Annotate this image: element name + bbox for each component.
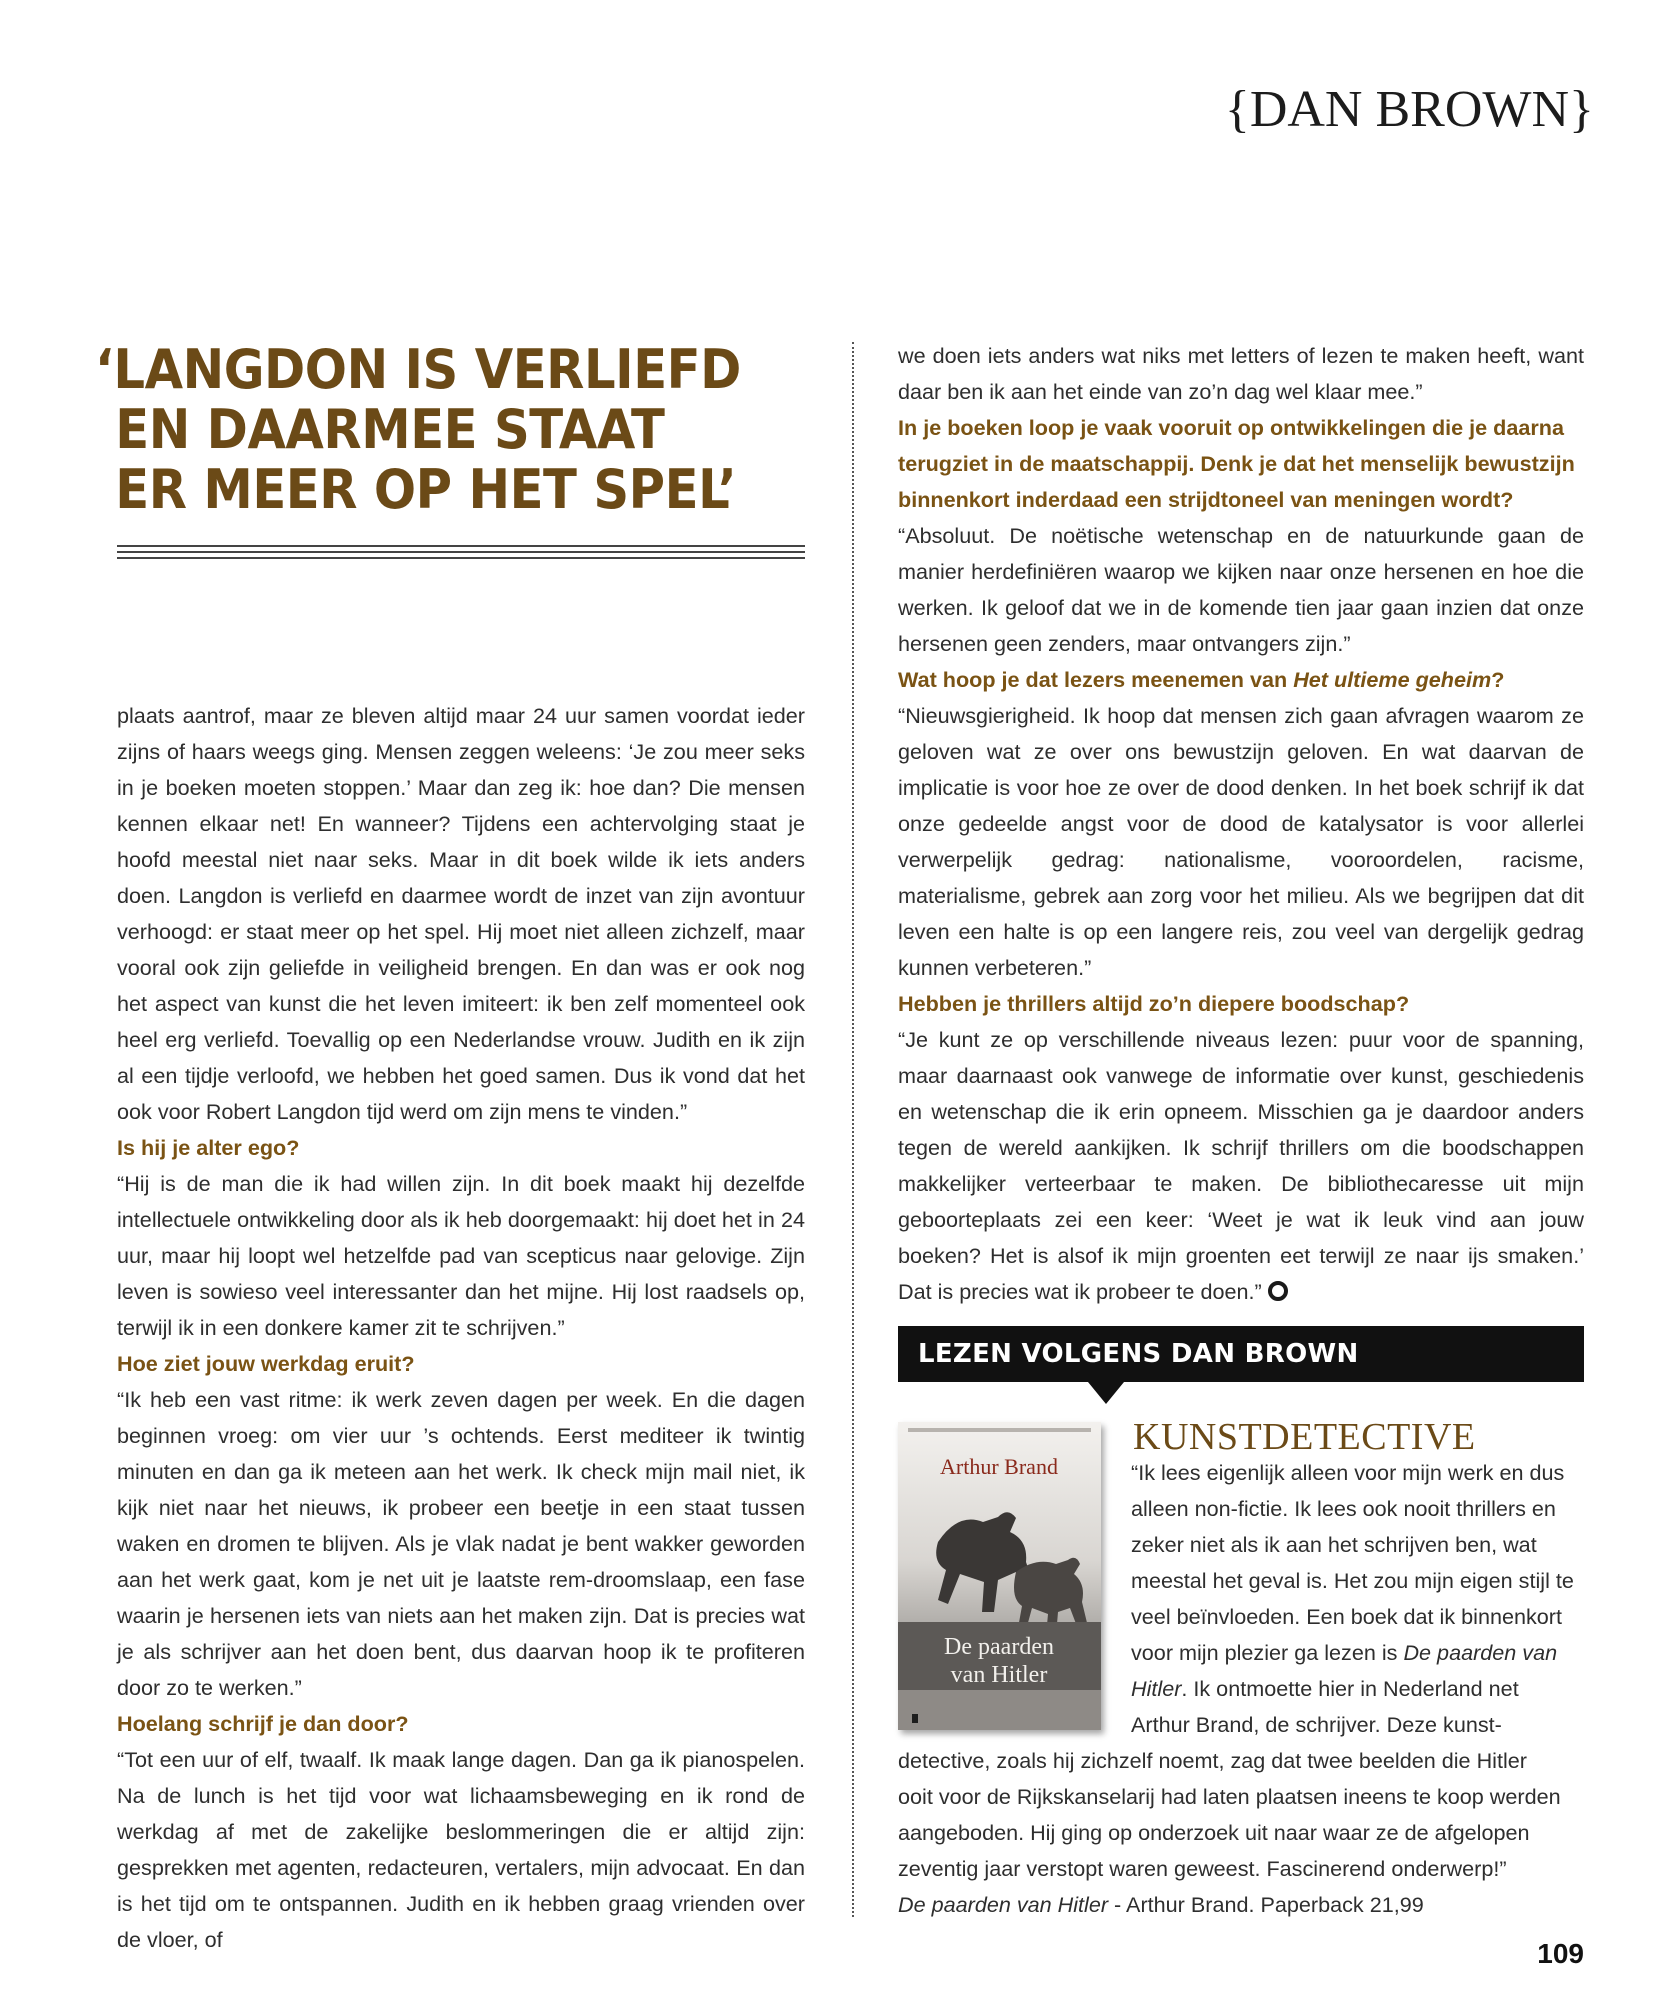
interview-question: In je boeken loop je vaak vooruit op ontwikkelingen die je daarna terugziet in de maatschappij. Denk je dat het menselijk bewustzijn binnenkort inderdaad een strijdtoneel van meningen wordt?: [898, 415, 1575, 512]
interview-question: [898, 662, 1584, 698]
pull-quote-line: ER MEER OP HET SPEL’: [115, 458, 737, 521]
sidebar-line: Hitler. Ik ontmoette hier in Nederland net: [1131, 1676, 1519, 1701]
sidebar-line: zeker niet als ik aan het schrijven ben, wat: [1131, 1532, 1537, 1557]
sidebar-line: [898, 1635, 1580, 1671]
sidebar-line: aangeboden. Hij ging op onderzoek uit naar waar ze de afgelopen: [898, 1820, 1530, 1845]
article-paragraph: plaats aantrof, maar ze bleven altijd maar 24 uur samen voordat ieder zijns of haars weegs ging. Mensen zeggen weleens: ‘Je zou meer seks in je boeken moeten stoppen.’ Maar dan zeg ik: hoe dan? Die mensen kennen elkaar net! En wanneer? Tijdens een achtervolging staat je hoofd meestal niet naar seks. Maar in dit boek wilde ik iets anders doen. Langdon is verliefd en daarmee wordt de inzet van zijn avontuur verhoogd: er staat meer op het spel. Hij moet niet alleen zichzelf, maar vooral ook zijn geliefde in veiligheid brengen. En dan was er ook nog het aspect van kunst die het leven imiteert: ik ben zelf momenteel ook heel erg verliefd. Toevallig op een Nederlandse vrouw. Judith en ik zijn al een tijdje verloofd, we hebben het goed samen. Dus ik vond dat het ook voor Robert Langdon tijd werd om zijn mens te vinden.”: [117, 703, 805, 1124]
interview-answer: “Nieuwsgierigheid. Ik hoop dat mensen zich gaan afvragen waarom ze geloven wat ze over ons bewustzijn geloven. En wat daarvan de implicatie is voor hoe ze over de dood denken. In het boek schrijf ik dat onze gedeelde angst voor de dood de katalysator is voor allerlei verwerpelijk gedrag: nationalisme, vooroordelen, racisme, materialisme, gebrek aan zorg voor het milieu. Als we begrijpen dat dit leven een halte is op een langere reis, zou veel van dergelijk gedrag kunnen verbeteren.”: [898, 703, 1584, 980]
pull-quote-rules: [117, 545, 805, 563]
book-cover-title-line: van Hitler: [950, 1662, 1048, 1688]
article-column-right: [898, 338, 1584, 1310]
book-cover-title-line: De paarden: [944, 1634, 1054, 1660]
sidebar-line: Arthur Brand, de schrijver. Deze kunst-: [1131, 1712, 1502, 1737]
sidebar-line: detective, zoals hij zichzelf noemt, zag dat twee beelden die Hitler: [898, 1748, 1527, 1773]
book-cover-author: Arthur Brand: [940, 1454, 1058, 1479]
sidebar-line: ooit voor de Rijkskanselarij had laten plaatsen ineens te koop werden: [898, 1784, 1561, 1809]
question-text: Wat hoop je dat lezers meenemen van: [898, 667, 1294, 692]
sidebar-line: meestal het geval is. Het zou mijn eigen stijl te: [1131, 1568, 1574, 1593]
book-title: De paarden van: [1403, 1640, 1558, 1665]
interview-question: Hoelang schrijf je dan door?: [117, 1711, 409, 1736]
interview-answer: “Ik heb een vast ritme: ik werk zeven dagen per week. En die dagen beginnen vroeg: om vier uur ’s ochtends. Eerst mediteer ik twintig minuten en dan ga ik meteen aan het werk. Ik check mijn mail niet, ik kijk niet naar het nieuws, ik probeer een beetje in een staat tussen waken en dromen te blijven. Als je vlak nadat je bent wakker geworden aan het werk gaat, kom je net uit je laatste rem-droomslaap, een fase waarin je hersenen iets van niets aan het maken zijn. Dat is precies wat je als schrijver aan het doen bent, dus daarvan hoop ik te profiteren door zo te werken.”: [117, 1387, 805, 1700]
pull-quote-line: ‘LANGDON IS VERLIEFD: [95, 338, 741, 401]
end-of-article-icon: [1268, 1281, 1288, 1301]
column-divider: [852, 342, 854, 1917]
page-number: 109: [1537, 1938, 1584, 1969]
interview-answer: [898, 1022, 1584, 1310]
caption-details: - Arthur Brand. Paperback 21,99: [1108, 1892, 1424, 1917]
sidebar-line: zeventig jaar verstopt waren geweest. Fascinerend onderwerp!”: [898, 1856, 1507, 1881]
interview-answer: “Hij is de man die ik had willen zijn. In dit boek maakt hij dezelfde intellectuele ontwikkeling door als ik heb doorgemaakt: hij doet het in 24 uur, maar hij loopt wel hetzelfde pad van scepticus naar gelovige. Zijn leven is sowieso veel interessanter dan het mijne. Hij lost raadsels op, terwijl ik in een donkere kamer zit te schrijven.”: [117, 1171, 805, 1340]
interview-question: Is hij je alter ego?: [117, 1135, 300, 1160]
interview-question: Hebben je thrillers altijd zo’n diepere boodschap?: [898, 991, 1410, 1016]
article-column-left: [117, 698, 805, 1958]
section-title: {DAN BROWN}: [1224, 81, 1594, 138]
sidebar-header: LEZEN VOLGENS DAN BROWN: [898, 1326, 1584, 1382]
sidebar-line: veel beïnvloeden. Een boek dat ik binnenkort: [1131, 1604, 1562, 1629]
caption-book-title: De paarden van Hitler: [898, 1892, 1109, 1917]
sidebar-header-pointer: [1088, 1382, 1124, 1404]
sidebar-line-text: voor mijn plezier ga lezen is: [1131, 1640, 1404, 1665]
pull-quote-line: EN DAARMEE STAAT: [115, 398, 665, 461]
sidebar-line-text: Ik ontmoette hier in Nederland net: [1193, 1676, 1519, 1701]
interview-answer: “Tot een uur of elf, twaalf. Ik maak lange dagen. Dan ga ik pianospelen. Na de lunch is het tijd voor wat lichaamsbeweging en ik rond de werkdag af met de zakelijke beslommeringen die er altijd zijn: gesprekken met agenten, redacteuren, vertalers, mijn advocaat. En dan is het tijd om te ontspannen. Judith en ik hebben graag vrienden over de vloer, of: [117, 1747, 805, 1952]
book-title: Hitler: [1131, 1676, 1182, 1701]
answer-text: “Je kunt ze op verschillende niveaus lezen: puur voor de spanning, maar daarnaast ook vanwege de informatie over kunst, geschiedenis en wetenschap die ik erin opneem. Misschien ga je daardoor anders tegen de wereld aankijken. Ik schrijf thrillers om die boodschappen makkelijker verteerbaar te maken. De bibliothecaresse uit mijn geboorteplaats zei een keer: ‘Weet je wat ik leuk vind aan jouw boeken? Het is alsof ik mijn groenten eet terwijl ze naar ijs smaken.’ Dat is precies wat ik probeer te doen.”: [898, 1027, 1584, 1304]
interview-question: Hoe ziet jouw werkdag eruit?: [117, 1351, 415, 1376]
sidebar-line: alleen non-fictie. Ik lees ook nooit thrillers en: [1131, 1496, 1556, 1521]
sidebar-caption: [898, 1887, 1580, 1923]
sidebar-text: [898, 1455, 1580, 1923]
sidebar-title: KUNSTDETECTIVE: [1133, 1416, 1476, 1458]
pull-quote: [95, 340, 757, 520]
interview-answer: “Absoluut. De noëtische wetenschap en de natuurkunde gaan de manier herdefiniëren waarop we kijken naar onze hersenen en hoe die werken. Ik geloof dat we in de komende tien jaar gaan inzien dat onze hersenen geen zenders, maar ontvangers zijn.”: [898, 523, 1584, 656]
book-title: Het ultieme geheim: [1293, 667, 1492, 692]
question-text: ?: [1491, 667, 1505, 692]
sidebar-line: “Ik lees eigenlijk alleen voor mijn werk en dus: [1131, 1460, 1565, 1485]
article-paragraph: we doen iets anders wat niks met letters of lezen te maken heeft, want daar ben ik aan het einde van zo’n dag wel klaar mee.”: [898, 343, 1584, 404]
